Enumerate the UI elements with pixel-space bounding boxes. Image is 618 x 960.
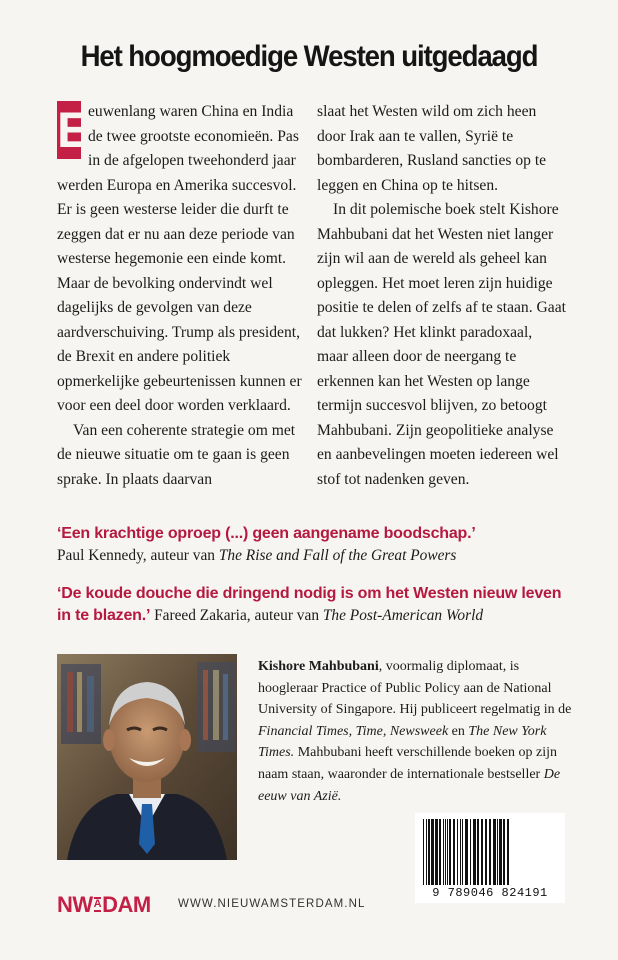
barcode-bar bbox=[453, 819, 455, 885]
quote-work-title: The Rise and Fall of the Great Powers bbox=[218, 547, 457, 564]
barcode-bar bbox=[503, 819, 505, 885]
author-name: Kishore Mahbubani bbox=[258, 659, 379, 674]
barcode-bars bbox=[421, 819, 559, 885]
quote-text: ‘De koude douche die dringend nodig is om het Westen nieuw leven in te blazen.’ bbox=[57, 585, 562, 624]
right-text-column bbox=[317, 100, 567, 492]
quote-work-title: The Post-American World bbox=[322, 607, 484, 624]
bestseller-title: De eeuw van Azië. bbox=[258, 766, 561, 804]
barcode-bar bbox=[493, 819, 496, 885]
publisher-logo: NW A DAM bbox=[57, 892, 151, 917]
quote-attribution: Fareed Zakaria, auteur van The Post-American World bbox=[154, 607, 484, 624]
review-quote-zakaria bbox=[57, 583, 577, 627]
strategy-paragraph: Van een coherente strategie om met de nieuwe situatie om te gaan is geen sprake. In plaats daarvan bbox=[57, 421, 296, 488]
argument-paragraph: In dit polemische boek stelt Kishore Mahbubani dat het Westen niet langer zijn wil aan de wereld als geheel kan opleggen. Het moet leren zijn huidige positie te delen of zelfs af te staan. Gaat dat lukken? Het klinkt paradoxaal, maar alleen door de neergang te erkennen kan het Westen op lange termijn succesvol blijven, zo betoogt Mahbubani. Zijn geopolitieke analyse en aanbevelingen moeten iedereen wel stof tot nadenken geven. bbox=[317, 201, 566, 488]
intro-text: euwenlang waren China en India de twee grootste economieën. Pas in de afgelopen tweehonderd jaar werden Europa en Amerika succesvol. Er is geen westerse leider die durft te zeggen dat er nu aan deze periode van westerse hegemonie een einde komt. Maar de bevolking ondervindt wel dagelijks de gevolgen van deze aardverschuiving. Trump als president, de Brexit en andere politiek opmerkelijke gebeurtenissen kunnen er voor een deel door worden verklaard. bbox=[57, 103, 302, 414]
barcode-bar bbox=[470, 819, 471, 885]
barcode-bar bbox=[435, 819, 438, 885]
barcode-bar bbox=[499, 819, 502, 885]
isbn-number: 9 789046 824191 bbox=[432, 886, 548, 900]
quote-text: ‘Een krachtige oproep (...) geen aangename boodschap.’ bbox=[57, 525, 476, 542]
barcode-bar bbox=[439, 819, 441, 885]
barcode-bar bbox=[481, 819, 483, 885]
barcode-bar bbox=[497, 819, 498, 885]
intro-paragraph bbox=[57, 100, 307, 419]
barcode-bar bbox=[485, 819, 487, 885]
book-title: Het hoogmoedige Westen uitgedaagd bbox=[80, 40, 538, 73]
quote-attribution: Paul Kennedy, auteur van The Rise and Fall of the Great Powers bbox=[57, 547, 457, 564]
barcode-bar bbox=[449, 819, 451, 885]
author-photo bbox=[57, 654, 237, 860]
barcode-bar bbox=[443, 819, 444, 885]
isbn-barcode bbox=[415, 813, 565, 903]
barcode-bar bbox=[445, 819, 446, 885]
barcode-bar bbox=[507, 819, 509, 885]
publication-names: Financial Times, Time, Newsweek bbox=[258, 723, 449, 739]
barcode-bar bbox=[426, 819, 427, 885]
left-text-column bbox=[57, 100, 307, 492]
barcode-bar bbox=[489, 819, 491, 885]
barcode-bar bbox=[465, 819, 468, 885]
publication-last: The New York Times. bbox=[258, 723, 547, 761]
barcode-bar bbox=[460, 819, 461, 885]
barcode-bar bbox=[457, 819, 458, 885]
dropcap-letter: E bbox=[57, 102, 91, 158]
author-bio: Kishore Mahbubani, voormalig diplomaat, is hoogleraar Practice of Public Policy aan de National University of Singapore. Hij publiceert regelmatig in de Financial Times, Time, Newsweek en The New York Times. Mahbubani heeft verschillende boeken op zijn naam staan, waaronder de internationale bestseller De eeuw van Azië. bbox=[258, 659, 572, 804]
author-portrait-illustration bbox=[57, 654, 237, 860]
publisher-website[interactable]: WWW.NIEUWAMSTERDAM.NL bbox=[178, 898, 366, 910]
continuation-paragraph: slaat het Westen wild om zich heen door Irak aan te vallen, Syrië te bombarderen, Rusland sancties op te leggen en China op te hitsen. bbox=[317, 103, 547, 194]
barcode-bar bbox=[473, 819, 476, 885]
barcode-bar bbox=[431, 819, 434, 885]
logo-mark: A bbox=[93, 897, 102, 910]
barcode-bar bbox=[477, 819, 479, 885]
barcode-bar bbox=[428, 819, 430, 885]
barcode-bar bbox=[423, 819, 424, 885]
barcode-bar bbox=[462, 819, 463, 885]
review-quote-kennedy bbox=[57, 523, 577, 567]
barcode-bar bbox=[447, 819, 448, 885]
